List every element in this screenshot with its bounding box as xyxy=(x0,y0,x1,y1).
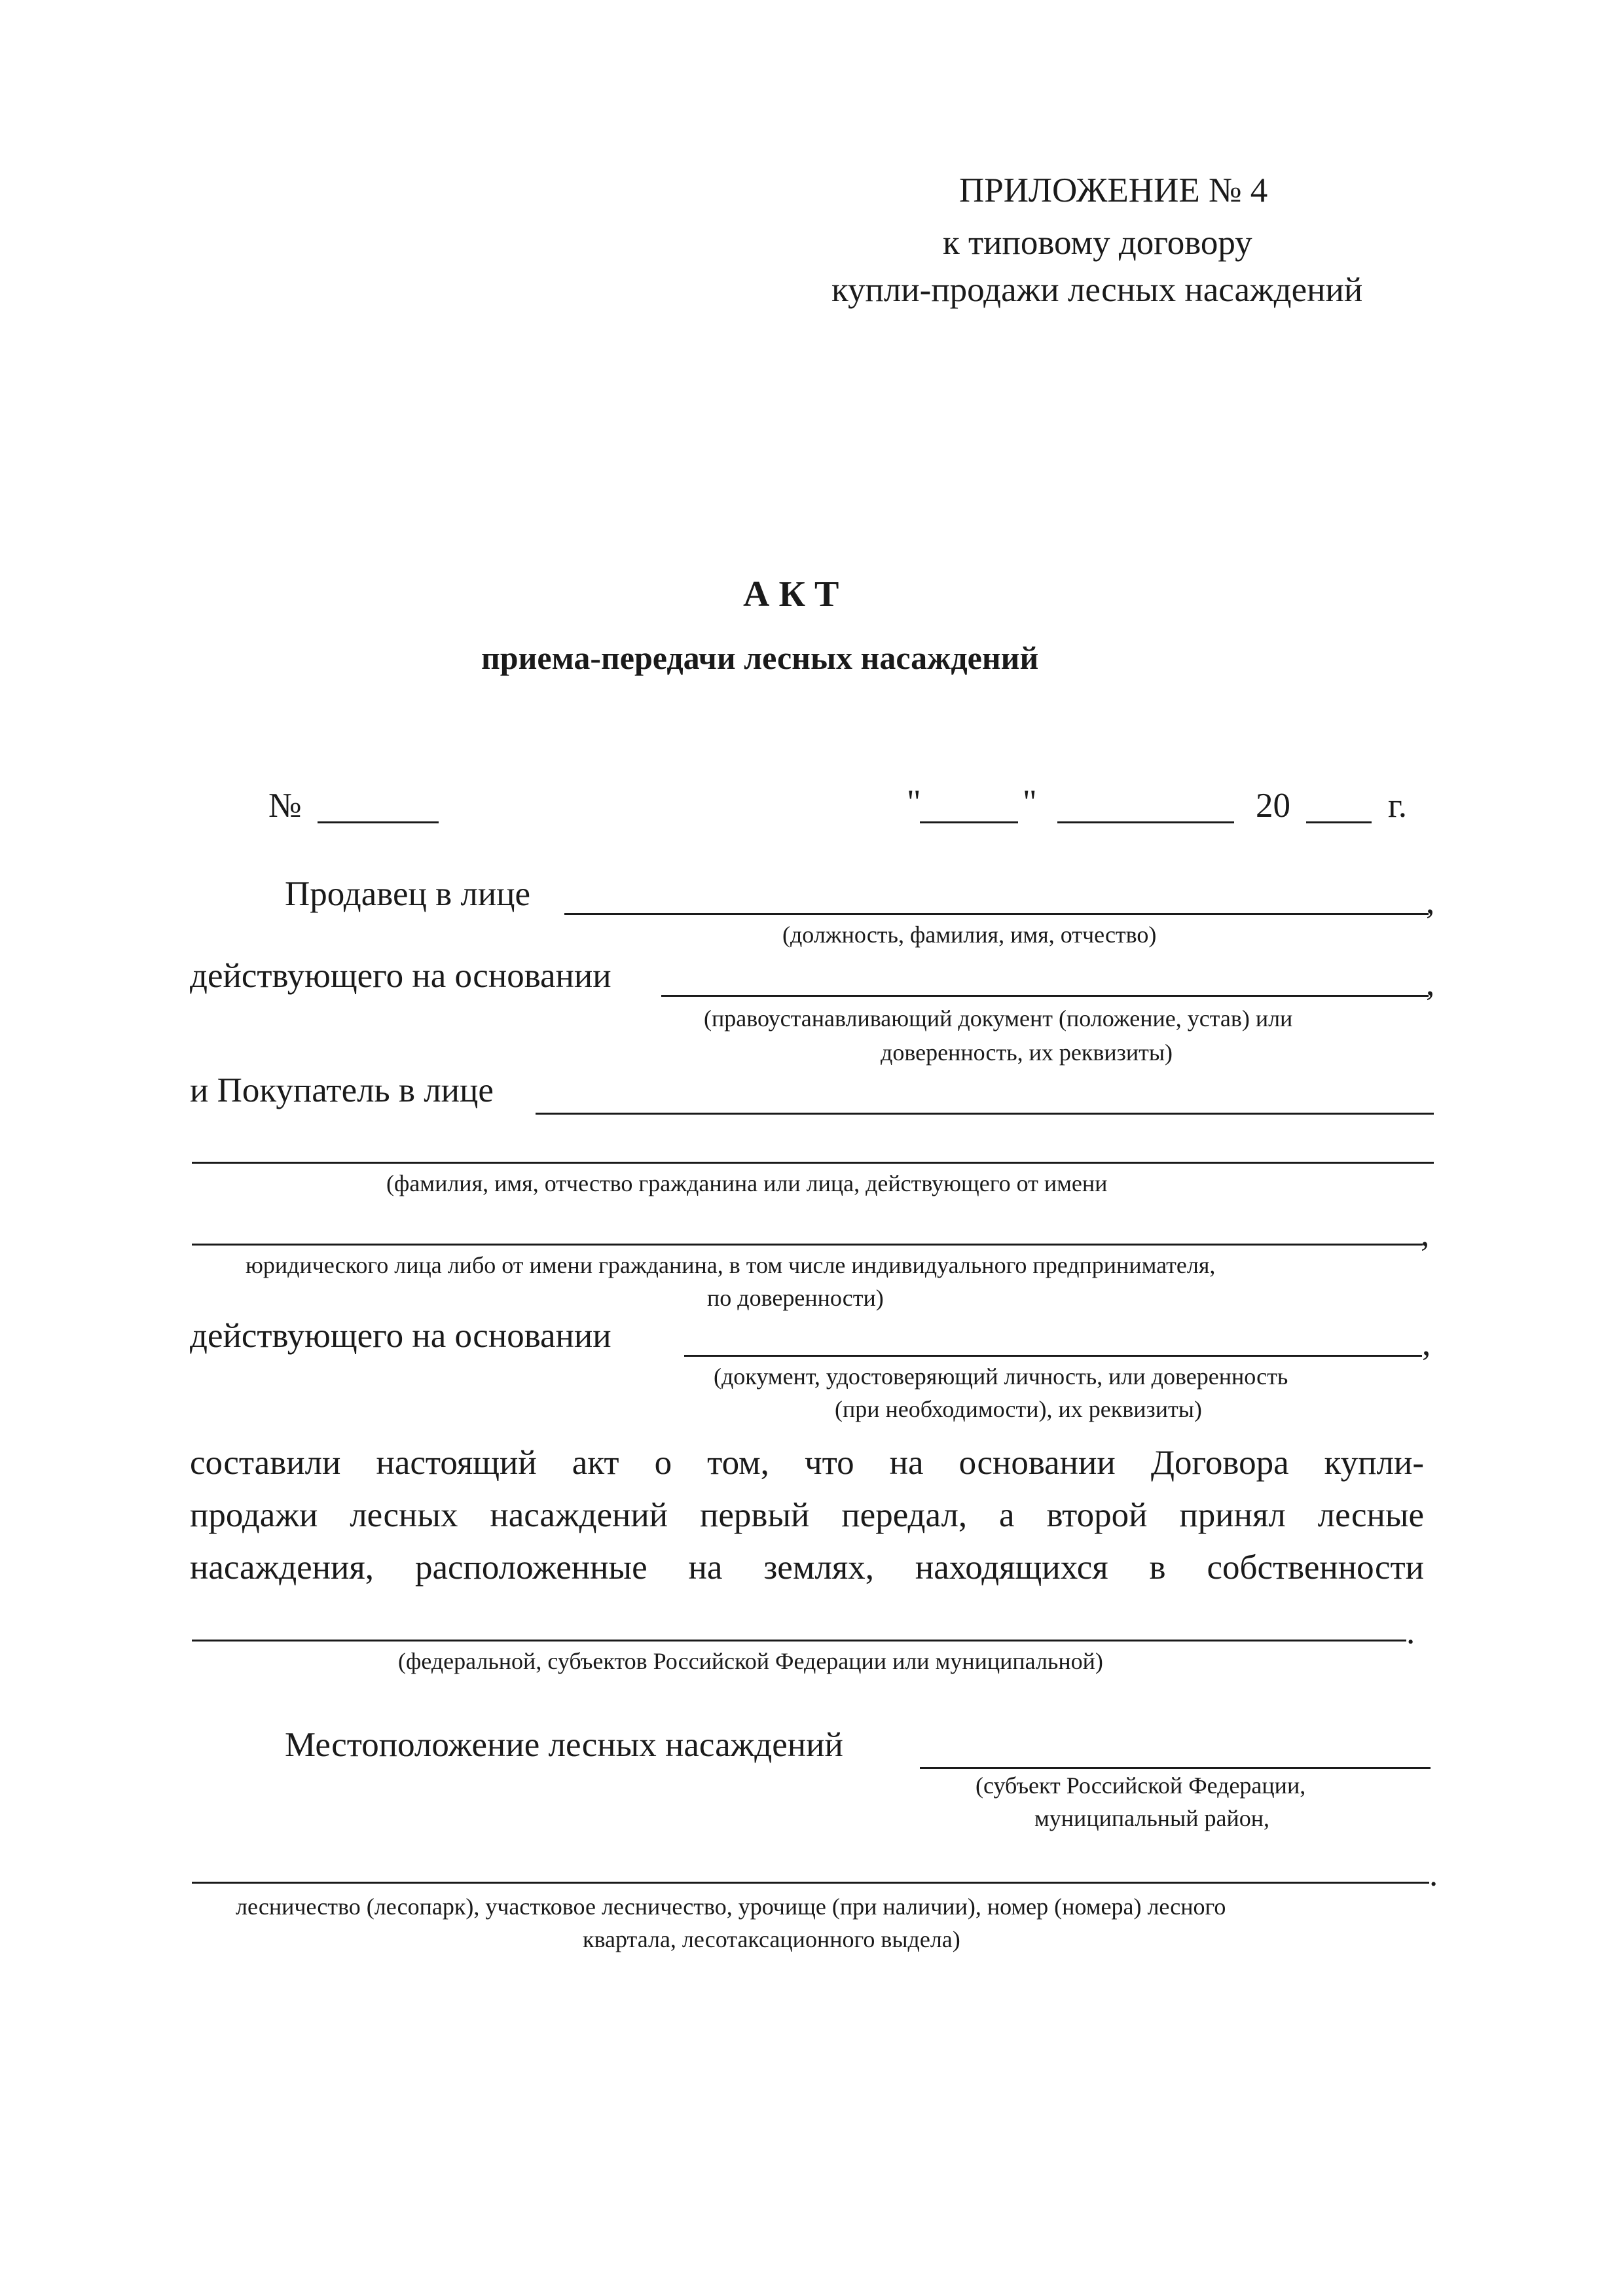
day-field[interactable] xyxy=(920,821,1018,823)
buyer-basis-hint: (при необходимости), их реквизиты) xyxy=(835,1396,1202,1422)
buyer-basis-hint: (документ, удостоверяющий личность, или доверенность xyxy=(714,1363,1288,1390)
document-title: А К Т xyxy=(743,574,839,615)
seller-basis-label: действующего на основании xyxy=(190,957,611,995)
location-label: Местоположение лесных насаждений xyxy=(285,1726,843,1764)
year-field[interactable] xyxy=(1306,821,1372,823)
location-field[interactable] xyxy=(192,1882,1429,1884)
seller-label: Продавец в лице xyxy=(285,875,531,913)
ownership-field[interactable] xyxy=(192,1640,1406,1641)
comma: , xyxy=(1421,1215,1430,1253)
buyer-representative-field[interactable] xyxy=(192,1162,1434,1164)
location-hint: (субъект Российской Федерации, xyxy=(976,1772,1306,1799)
appendix-subtitle-line: купли-продажи лесных насаждений xyxy=(831,271,1363,309)
month-field[interactable] xyxy=(1057,821,1234,823)
appendix-title: ПРИЛОЖЕНИЕ № 4 xyxy=(959,171,1268,209)
buyer-hint: юридического лица либо от имени гражданина, в том числе индивидуального предпринимателя, xyxy=(246,1252,1216,1278)
location-field[interactable] xyxy=(920,1767,1431,1769)
date-quote-open: " xyxy=(907,783,921,821)
location-hint: квартала, лесотаксационного выдела) xyxy=(583,1926,960,1952)
buyer-basis-field[interactable] xyxy=(684,1355,1422,1357)
year-suffix: г. xyxy=(1388,787,1408,825)
seller-basis-hint: доверенность, их реквизиты) xyxy=(881,1039,1173,1066)
comma: , xyxy=(1422,1325,1431,1363)
period: . xyxy=(1406,1613,1415,1651)
body-paragraph xyxy=(190,1437,1424,1594)
body-line: насаждения, расположенные на землях, находящихся в собственности xyxy=(190,1549,1424,1587)
document-subtitle: приема-передачи лесных насаждений xyxy=(481,639,1039,676)
body-line: составили настоящий акт о том, что на основании Договора купли- xyxy=(190,1444,1424,1482)
buyer-representative-field[interactable] xyxy=(192,1244,1423,1246)
period: . xyxy=(1429,1856,1438,1893)
appendix-subtitle-line: к типовому договору xyxy=(943,224,1252,262)
buyer-label: и Покупатель в лице xyxy=(190,1071,494,1109)
location-hint: лесничество (лесопарк), участковое лесничество, урочище (при наличии), номер (номера) лесного xyxy=(236,1893,1226,1920)
seller-hint: (должность, фамилия, имя, отчество) xyxy=(782,922,1157,948)
comma: , xyxy=(1426,883,1435,921)
body-line: продажи лесных насаждений первый передал, а второй принял лесные xyxy=(190,1496,1424,1534)
ownership-hint: (федеральной, субъектов Российской Федерации или муниципальной) xyxy=(398,1648,1103,1674)
buyer-hint: по доверенности) xyxy=(707,1285,884,1311)
number-field[interactable] xyxy=(318,821,439,823)
year-prefix: 20 xyxy=(1256,787,1290,825)
seller-basis-hint: (правоустанавливающий документ (положение, устав) или xyxy=(704,1005,1293,1031)
buyer-hint: (фамилия, имя, отчество гражданина или лица, действующего от имени xyxy=(386,1170,1108,1196)
seller-representative-field[interactable] xyxy=(564,913,1429,915)
seller-basis-field[interactable] xyxy=(661,995,1429,997)
location-hint: муниципальный район, xyxy=(1034,1805,1270,1831)
buyer-representative-field[interactable] xyxy=(536,1113,1434,1115)
comma: , xyxy=(1426,965,1435,1003)
number-sign: № xyxy=(268,787,302,825)
date-quote-close: " xyxy=(1023,783,1037,821)
buyer-basis-label: действующего на основании xyxy=(190,1317,611,1355)
